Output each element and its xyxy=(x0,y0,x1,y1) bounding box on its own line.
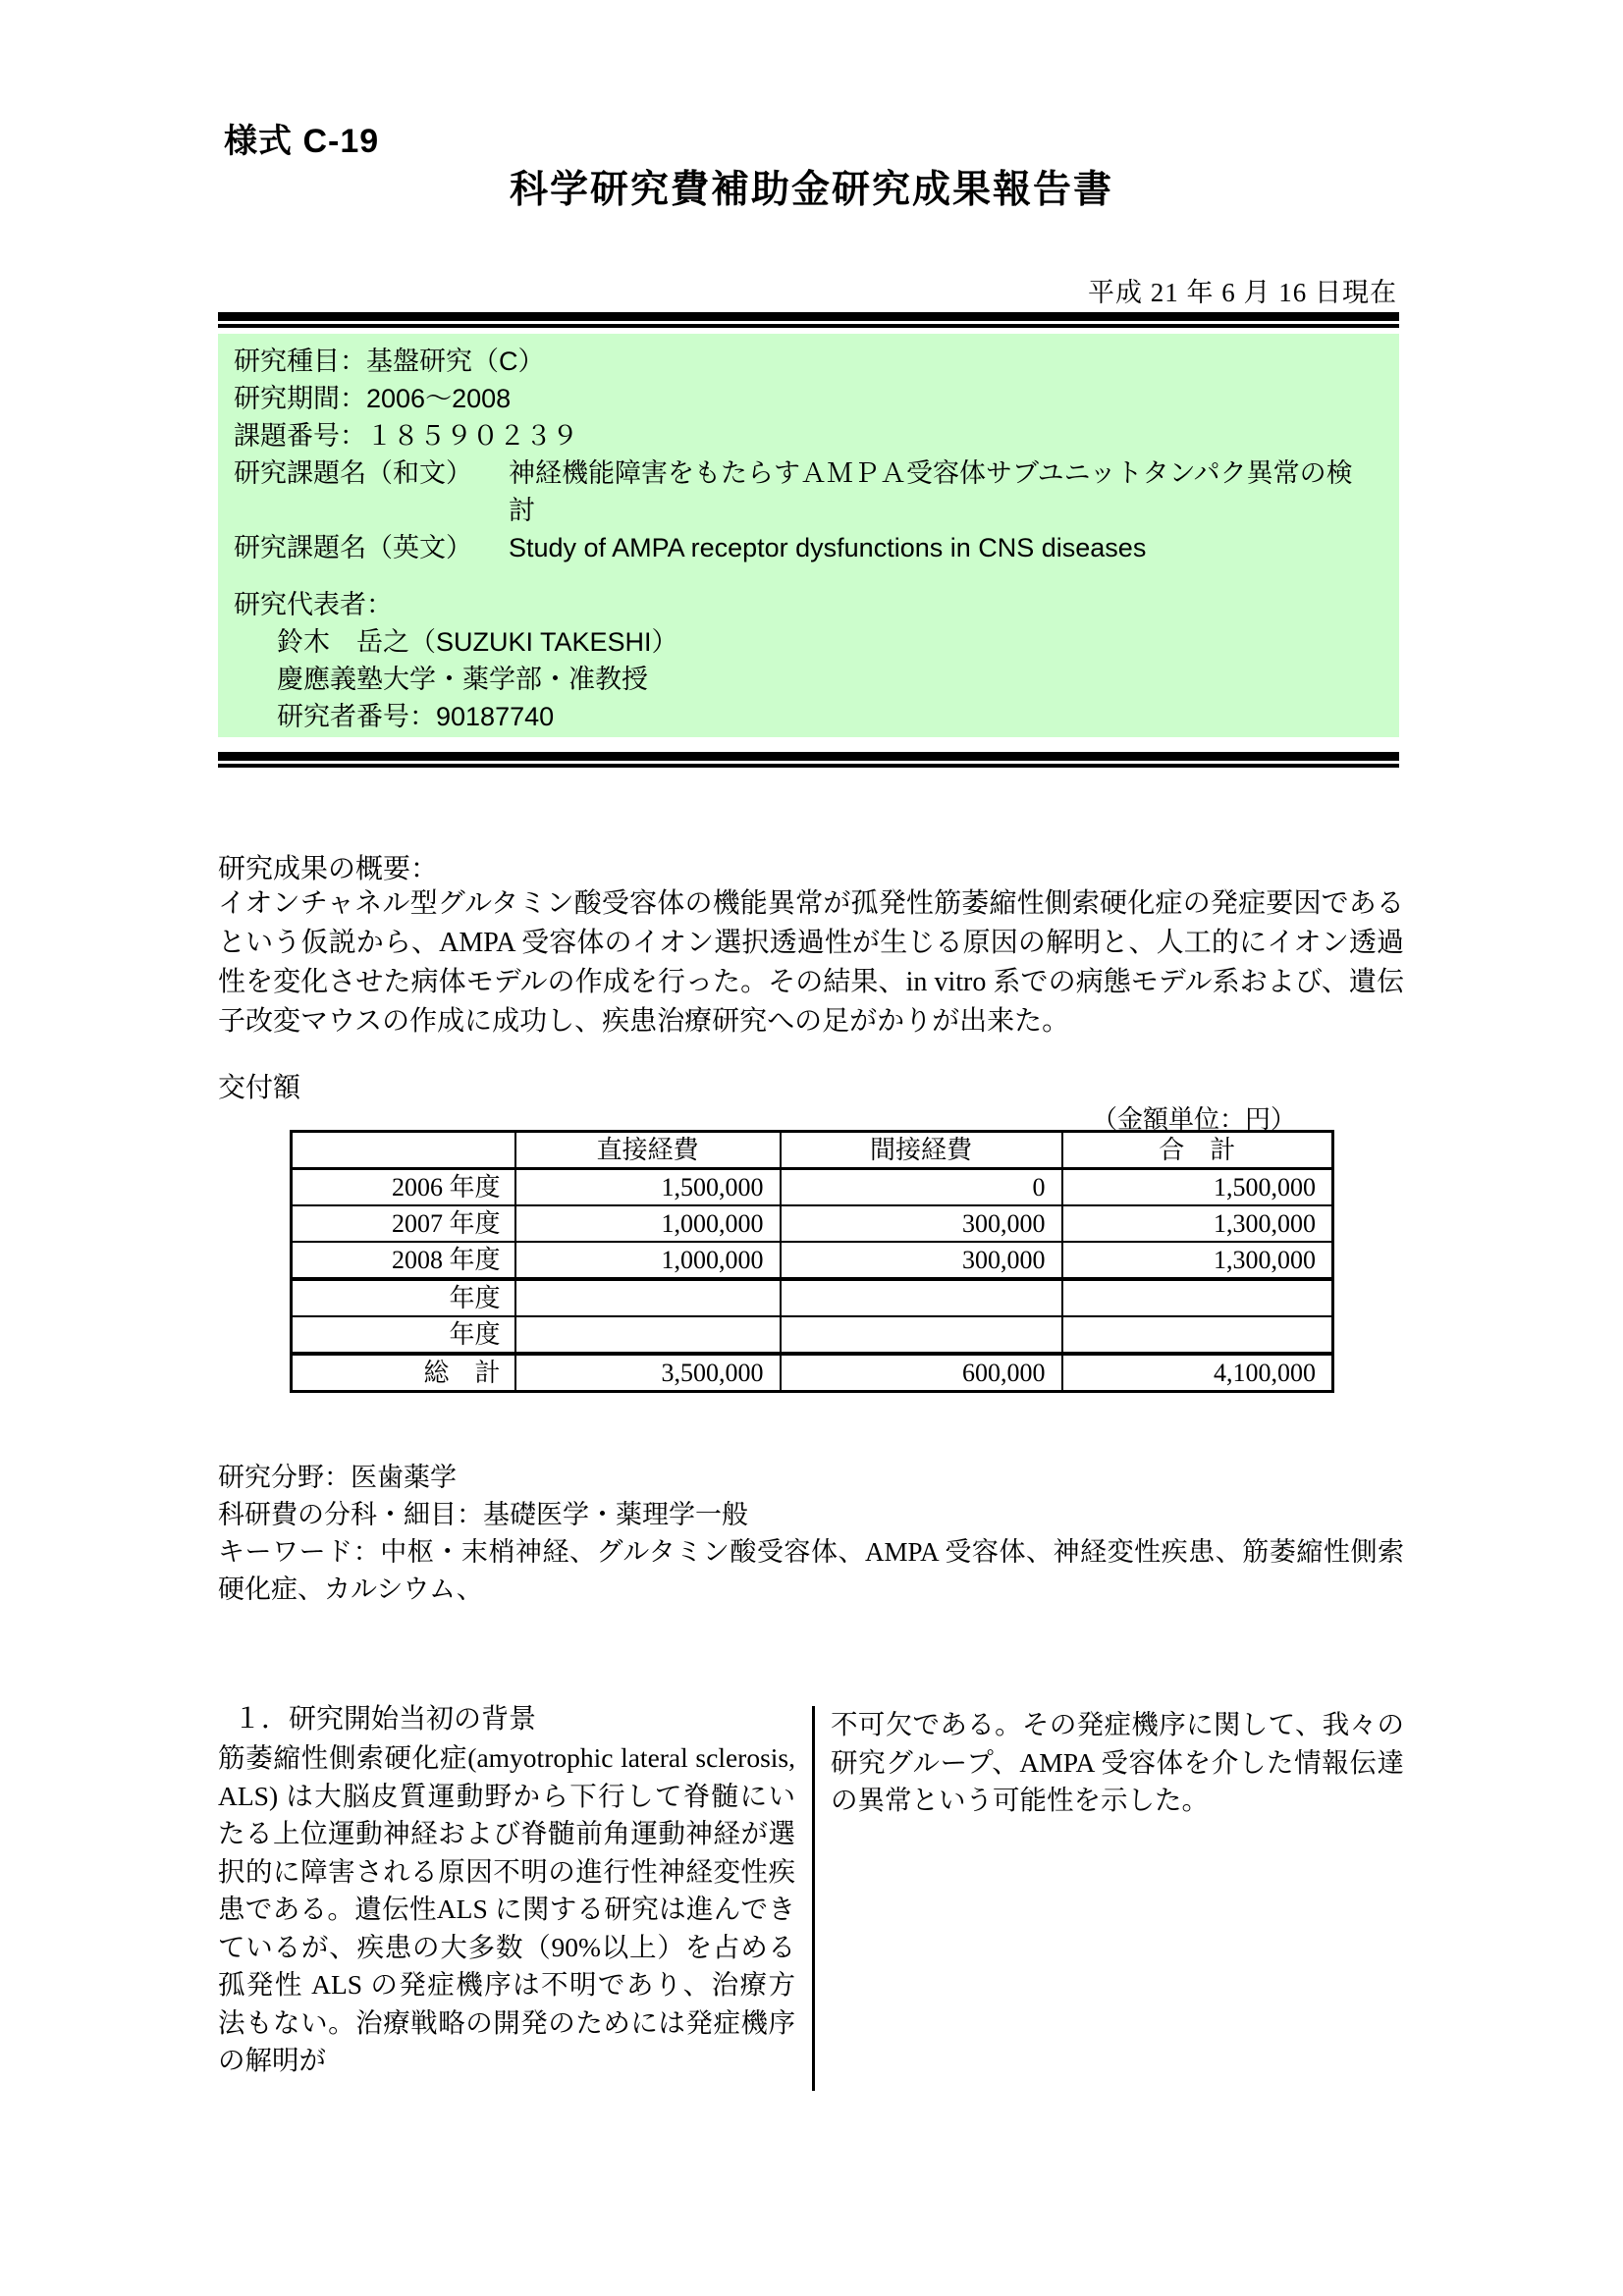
table-row xyxy=(292,1205,1333,1242)
header-cell-total: 合 計 xyxy=(1062,1132,1333,1169)
info-box xyxy=(218,334,1399,737)
background-right-text: 不可欠である。その発症機序に関して、我々の研究グループ、AMPA 受容体を介した情報伝達の異常という可能性を示した。 xyxy=(831,1709,1404,1815)
table-row xyxy=(292,1316,1333,1354)
table-row xyxy=(292,1242,1333,1279)
amount-cell: 300,000 xyxy=(781,1242,1062,1279)
blank-line xyxy=(234,566,1383,586)
amount-cell: 1,300,000 xyxy=(1062,1205,1333,1242)
summary-heading: 研究成果の概要： xyxy=(218,854,439,884)
year-cell: 2006 年度 xyxy=(292,1169,515,1206)
title-ja-label: 研究課題名（和文） xyxy=(234,458,472,488)
grant-heading: 交付額 xyxy=(218,1073,301,1103)
amount-cell xyxy=(515,1316,781,1354)
amount-cell xyxy=(1062,1279,1333,1316)
grant-table xyxy=(290,1130,1334,1393)
table-row xyxy=(292,1354,1333,1392)
pi-name-line: 鈴木 岳之（SUZUKI TAKESHI） xyxy=(277,627,678,657)
column-divider xyxy=(812,1706,815,2091)
top-rule xyxy=(218,312,1399,328)
amount-cell xyxy=(515,1279,781,1316)
pi-affiliation-line: 慶應義塾大学・薬学部・准教授 xyxy=(277,665,648,694)
background-heading: １．研究開始当初の背景 xyxy=(234,1704,537,1735)
year-cell: 2008 年度 xyxy=(292,1242,515,1279)
amount-cell xyxy=(781,1279,1062,1316)
year-cell: 2007 年度 xyxy=(292,1205,515,1242)
amount-cell: 600,000 xyxy=(781,1354,1062,1392)
year-cell: 年度 xyxy=(292,1279,515,1316)
research-category-line: 研究種目：基盤研究（C） xyxy=(234,347,545,376)
table-header-row xyxy=(292,1132,1333,1169)
background-right-column xyxy=(831,1706,1404,1820)
amount-cell xyxy=(1062,1316,1333,1354)
amount-cell xyxy=(781,1316,1062,1354)
research-field-line: 研究分野：医歯薬学 xyxy=(218,1463,457,1492)
title-en-label: 研究課題名（英文） xyxy=(234,533,472,562)
project-number-line: 課題番号：１８５９０２３９ xyxy=(234,421,578,451)
amount-cell: 300,000 xyxy=(781,1205,1062,1242)
form-code: 様式 C-19 xyxy=(224,123,380,160)
subfield-line: 科研費の分科・細目：基礎医学・薬理学一般 xyxy=(218,1500,748,1529)
amount-cell: 0 xyxy=(781,1169,1062,1206)
amount-cell: 1,300,000 xyxy=(1062,1242,1333,1279)
table-row xyxy=(292,1169,1333,1206)
background-left-text: 筋萎縮性側索硬化症(amyotrophic lateral sclerosis, ALS) は大脳皮質運動野から下行して脊髄にいたる上位運動神経および脊髄前角運動神経が選択的に障害される原因不明の進行性神経変性疾患である。遺伝性ALS に関する研究は進んできているが、疾患の大多数（90%以上）を占める孤発性 ALS の発症機序は不明であり、治療方法もない。治療戦略の開発のためには発症機序の解明が xyxy=(218,1742,795,2075)
bottom-rule xyxy=(218,752,1399,768)
amount-cell: 4,100,000 xyxy=(1062,1354,1333,1392)
title-ja-value: 神経機能障害をもたらすＡＭＰＡ受容体サブユニットタンパク異常の検討 xyxy=(509,458,1353,525)
amount-cell: 1,500,000 xyxy=(1062,1169,1333,1206)
keywords-line: キーワード：中枢・末梢神経、グルタミン酸受容体、AMPA 受容体、神経変性疾患、筋萎縮性側索硬化症、カルシウム、 xyxy=(218,1537,1404,1604)
year-cell: 年度 xyxy=(292,1316,515,1354)
title-ja-line xyxy=(234,454,1383,529)
page-title: 科学研究費補助金研究成果報告書 xyxy=(509,169,1113,211)
amount-cell: 1,500,000 xyxy=(515,1169,781,1206)
year-cell: 総 計 xyxy=(292,1354,515,1392)
background-left-column xyxy=(218,1700,795,2080)
title-en-line xyxy=(234,529,1383,566)
amount-cell: 1,000,000 xyxy=(515,1242,781,1279)
amount-cell: 1,000,000 xyxy=(515,1205,781,1242)
pi-number-line: 研究者番号：90187740 xyxy=(277,702,555,731)
amount-cell: 3,500,000 xyxy=(515,1354,781,1392)
table-row xyxy=(292,1279,1333,1316)
pi-label-line: 研究代表者： xyxy=(234,590,393,619)
research-field-block xyxy=(218,1459,1404,1608)
research-period-line: 研究期間：2006～2008 xyxy=(234,384,512,413)
summary-body: イオンチャネル型グルタミン酸受容体の機能異常が孤発性筋萎縮性側索硬化症の発症要因であるという仮説から、AMPA 受容体のイオン選択透過性が生じる原因の解明と、人工的にイオン透過性を変化させた病体モデルの作成を行った。その結果、in vitro 系での病態モデル系および、遺伝子改変マウスの作成に成功し、疾患治療研究への足がかりが出来た。 xyxy=(218,888,1404,1037)
header-cell-blank xyxy=(292,1132,515,1169)
header-cell-indirect: 間接経費 xyxy=(781,1132,1062,1169)
header-cell-direct: 直接経費 xyxy=(515,1132,781,1169)
unit-note: （金額単位：円） xyxy=(1091,1105,1296,1134)
title-en-value: Study of AMPA receptor dysfunctions in CNS diseases xyxy=(509,533,1147,562)
date-line: 平成 21 年 6 月 16 日現在 xyxy=(1088,278,1397,307)
